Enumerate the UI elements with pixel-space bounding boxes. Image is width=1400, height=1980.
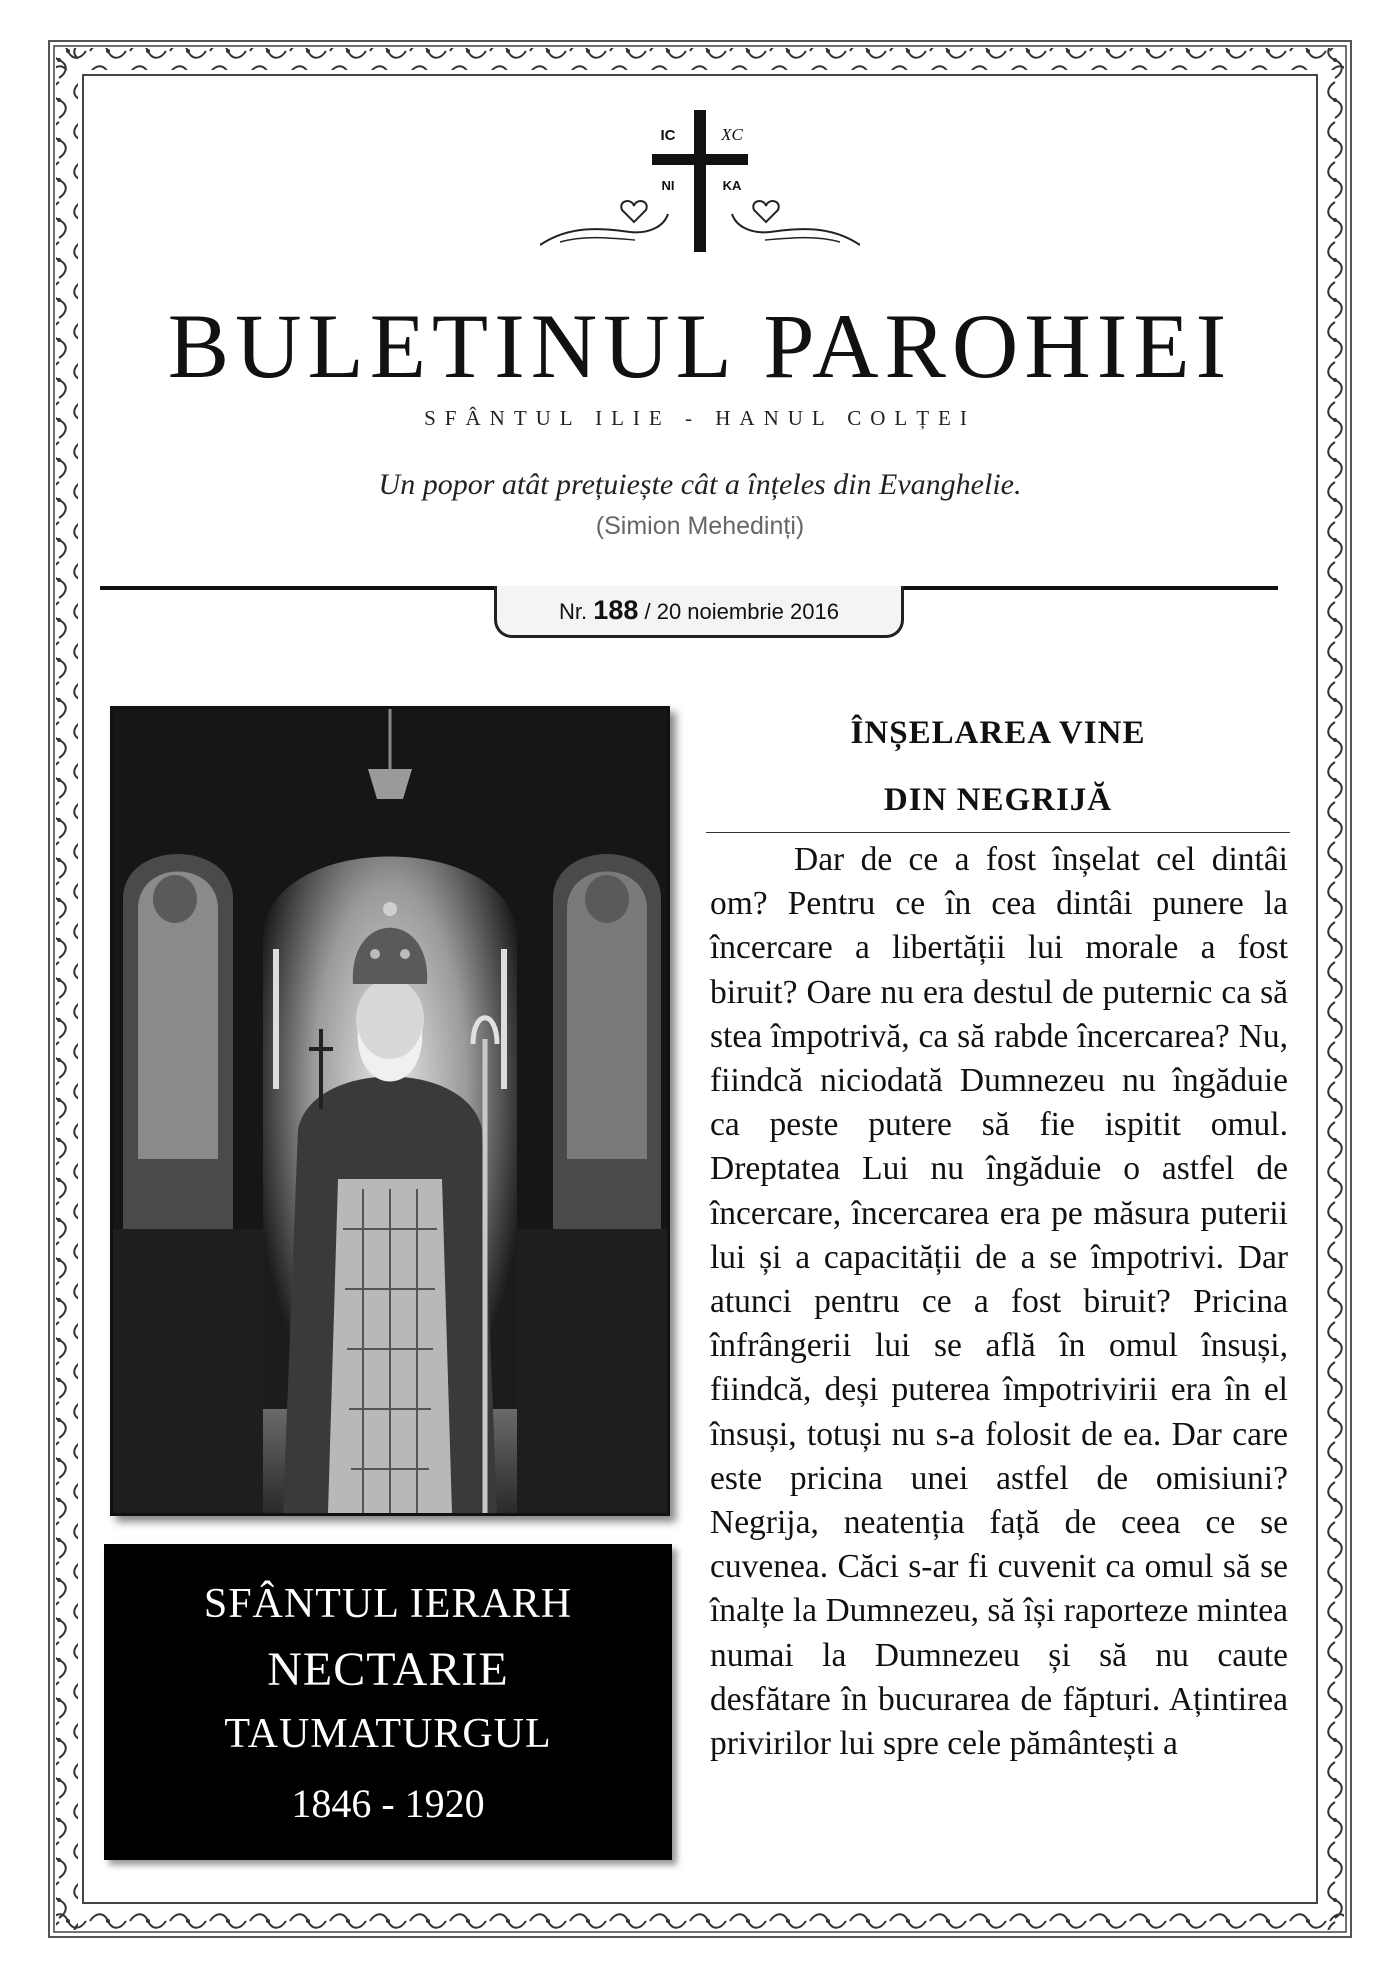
cross-letter-ni: NI — [661, 178, 675, 193]
photo-saint-nectarie-icon — [113, 709, 667, 1513]
saint-name-line: NECTARIE — [267, 1643, 509, 1696]
orthodox-cross-icon — [540, 110, 860, 260]
cross-letter-ic: IC — [660, 127, 676, 144]
cross-letter-ka: KA — [722, 178, 742, 193]
article-title-line-1: ÎNȘELAREA VINE — [850, 715, 1146, 751]
issue-tab — [494, 586, 904, 638]
article-title-rule — [706, 832, 1290, 833]
newsletter-title: BULETINUL PAROHIEI — [167, 295, 1233, 397]
article-body: Dar de ce a fost înșelat cel dintâi om? Pentru ce în cea dintâi punere la încercare a libertății lui morale a fost biruit? Oare nu era destul de puternic ca să stea împotrivă, ca să rabde încercarea? Nu, fiindcă niciodată Dumnezeu nu îngăduie ca peste putere să fie ispitit omul. Dreptatea Lui nu îngăduie o astfel de încercare, încercarea era pe măsura puterii lui și a capacității de a se împotrivi. Dar atunci pentru ce a fost biruit? Pricina înfrângerii lui se află în omul însuși, fiindcă, deși puterea împotrivirii era în el însuși, totuși nu s-a folosit de ea. Dar care este pricina unei astfel de omisiuni? Negrija, neatenția față de ceea ce se cuvenea. Căci s-ar fi cuvenit ca omul să se înalțe la Dumnezeu, să își raporteze mintea numai la Dumnezeu și să nu caute desfătare în bucurarea de făpturi. Ațintirea privirilor lui spre cele pământești a — [710, 841, 1288, 1763]
saint-photo — [110, 706, 670, 1516]
motto-author: (Simion Mehedinți) — [595, 512, 805, 540]
article-title — [706, 700, 1290, 834]
saint-epithet-line: TAUMATURGUL — [224, 1711, 552, 1757]
issue-nr-label: Nr. — [559, 599, 588, 624]
issue-date: / 20 noiembrie 2016 — [644, 599, 839, 624]
motto-quote: Un popor atât prețuiește cât a înțeles din Evanghelie. — [378, 468, 1022, 501]
saint-title-line: SFÂNTUL IERARH — [203, 1581, 573, 1627]
saint-name-plate — [104, 1544, 672, 1860]
article-title-line-2: DIN NEGRIJĂ — [883, 782, 1113, 818]
cross-letter-xc: XC — [721, 125, 743, 144]
issue-number: 188 — [593, 595, 639, 625]
parish-name: SFÂNTUL ILIE - HANUL COLȚEI — [424, 406, 976, 430]
saint-years: 1846 - 1920 — [291, 1781, 485, 1826]
